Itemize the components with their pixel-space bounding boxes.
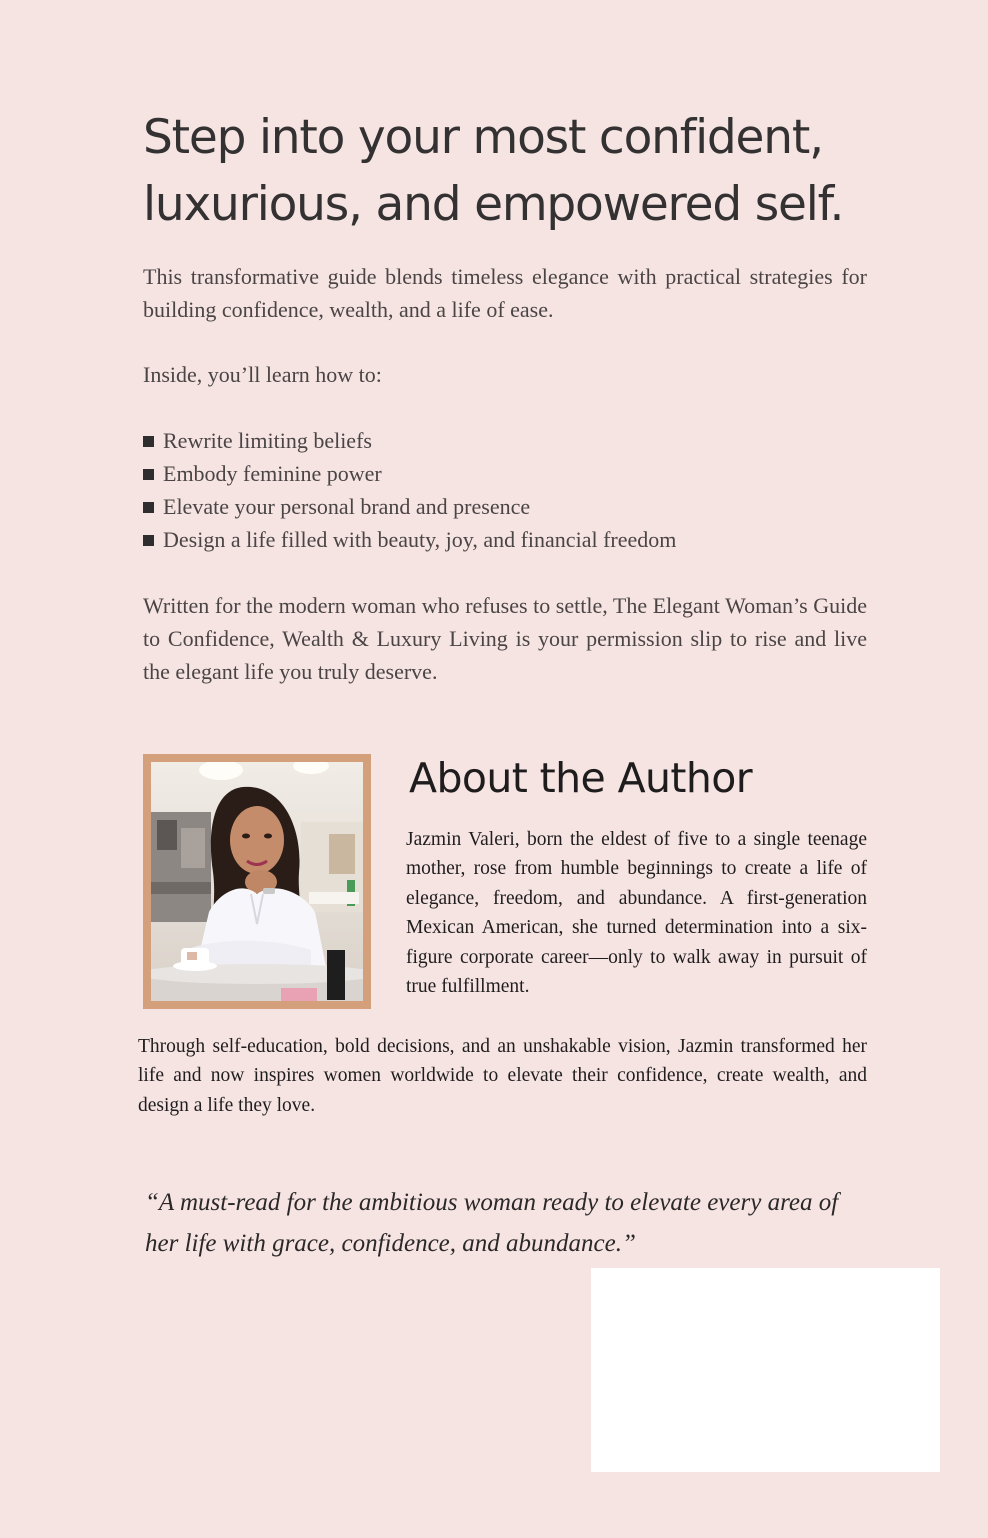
author-bio-continued: Through self-education, bold decisions, and an unshakable vision, Jazmin transformed her life and now inspires women worldwide to elevate their confidence, create wealth, and design a life they love.: [138, 1036, 867, 1116]
square-bullet-icon: [143, 535, 154, 546]
list-item: [143, 457, 676, 490]
barcode-placeholder: [591, 1268, 940, 1472]
square-bullet-icon: [143, 436, 154, 447]
author-portrait-image: [151, 762, 363, 1001]
square-bullet-icon: [143, 469, 154, 480]
closing-paragraph: Written for the modern woman who refuses to settle, The Elegant Woman’s Guide to Confidence, Wealth & Luxury Living is your permission slip to rise and live the elegant life you truly deserve.: [143, 593, 867, 684]
intro-paragraph: This transformative guide blends timeless elegance with practical strategies for building confidence, wealth, and a life of ease.: [143, 264, 867, 322]
inside-label: Inside, you’ll learn how to:: [143, 362, 382, 387]
list-item-text: Rewrite limiting beliefs: [163, 428, 372, 453]
list-item: [143, 490, 676, 523]
list-item: [143, 523, 676, 556]
author-bio-paragraph: Jazmin Valeri, born the eldest of five to a single teenage mother, rose from humble beginnings to create a life of elegance, freedom, and abundance. A first-generation Mexican American, she turned determination into a six-figure corporate career—only to walk away in pursuit of true fulfillment.: [406, 829, 867, 998]
author-photo: [143, 754, 371, 1009]
list-item-text: Elevate your personal brand and presence: [163, 494, 531, 519]
learning-list: [143, 424, 676, 556]
endorsement-quote: “A must-read for the ambitious woman ready to elevate every area of her life with grace, confidence, and abundance.”: [145, 1189, 839, 1257]
cover-headline: Step into your most confident, luxurious, and empowered self.: [143, 110, 844, 232]
about-author-heading: About the Author: [409, 754, 753, 802]
square-bullet-icon: [143, 502, 154, 513]
list-item-text: Design a life filled with beauty, joy, and financial freedom: [163, 527, 677, 552]
list-item: [143, 424, 676, 457]
list-item-text: Embody feminine power: [163, 461, 382, 486]
